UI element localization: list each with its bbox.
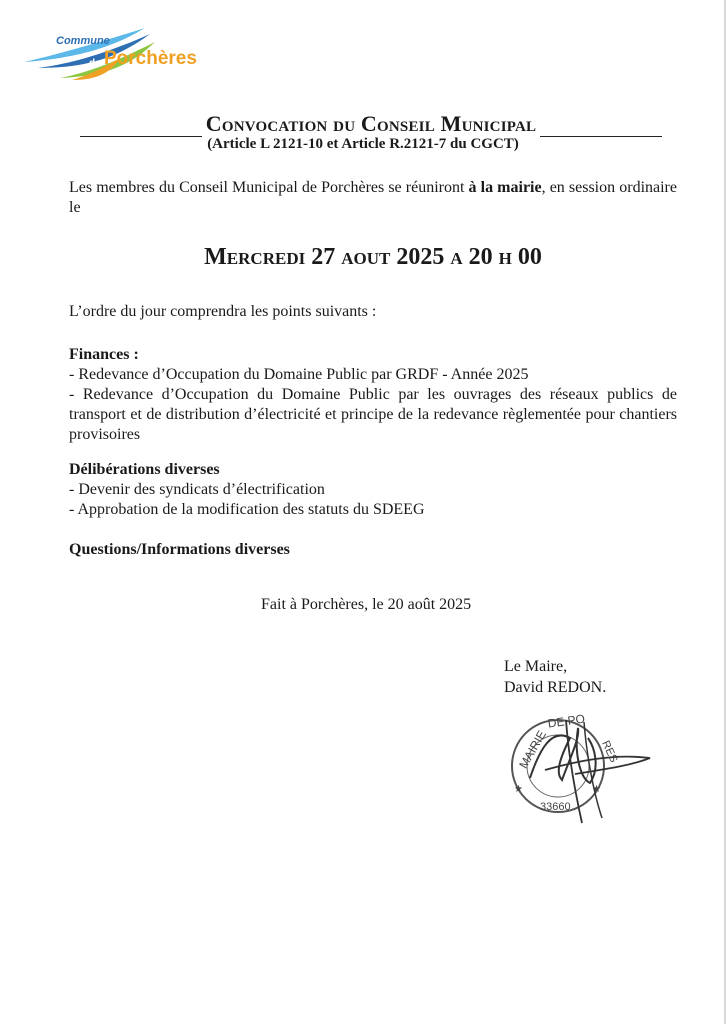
svg-text:MAIRIE: MAIRIE bbox=[516, 728, 550, 771]
done-at-line: Fait à Porchères, le 20 août 2025 bbox=[261, 596, 472, 613]
signature-block bbox=[504, 656, 606, 698]
document-title: Convocation du Conseil Municipal bbox=[205, 111, 537, 136]
section-list-finances bbox=[69, 365, 677, 445]
agenda-intro: L’ordre du jour comprendra les points suivants : bbox=[69, 303, 377, 320]
stamp-postcode: 33660 bbox=[540, 801, 571, 813]
commune-logo bbox=[20, 24, 225, 84]
intro-text-bold: à la mairie bbox=[468, 179, 542, 196]
section-title-questions: Questions/Informations diverses bbox=[69, 541, 290, 558]
svg-text:DE PO: DE PO bbox=[546, 711, 586, 731]
list-item: - Approbation de la modification des statuts du SDEEG bbox=[69, 501, 425, 518]
section-title-finances: Finances : bbox=[69, 346, 139, 363]
list-item: - Devenir des syndicats d’électrification bbox=[69, 481, 325, 498]
meeting-date: Mercredi 27 aout 2025 a 20 h 00 bbox=[204, 244, 542, 270]
document-title-row bbox=[80, 111, 662, 137]
signatory-name: David REDON. bbox=[504, 679, 607, 696]
logo-name-text: Porchères bbox=[104, 48, 197, 69]
intro-paragraph bbox=[69, 178, 677, 218]
section-list-deliberations bbox=[69, 480, 677, 520]
section-title-deliberations: Délibérations diverses bbox=[69, 461, 220, 478]
signatory-role: Le Maire, bbox=[504, 658, 568, 675]
title-rule-left bbox=[80, 116, 202, 137]
logo-de-text: de bbox=[89, 58, 101, 69]
title-rule-right bbox=[540, 116, 662, 137]
svg-text:★: ★ bbox=[514, 784, 523, 795]
svg-text:RES: RES bbox=[599, 738, 620, 765]
intro-text-before: Les membres du Conseil Municipal de Porchères se réuniront bbox=[69, 179, 469, 196]
intro-text-after: , en session ordinaire le bbox=[69, 179, 677, 216]
list-item: - Redevance d’Occupation du Domaine Public par GRDF - Année 2025 bbox=[69, 366, 529, 383]
svg-text:★: ★ bbox=[592, 784, 601, 795]
list-item: - Redevance d’Occupation du Domaine Public par les ouvrages des réseaux publics de transport et de distribution d’électricité et principe de la redevance règlementée pour chantiers provisoires bbox=[69, 386, 677, 443]
logo-commune-text: Commune bbox=[56, 35, 110, 47]
mairie-stamp-icon bbox=[500, 708, 660, 833]
document-subtitle: (Article L 2121-10 et Article R.2121-7 du CGCT) bbox=[207, 136, 519, 152]
